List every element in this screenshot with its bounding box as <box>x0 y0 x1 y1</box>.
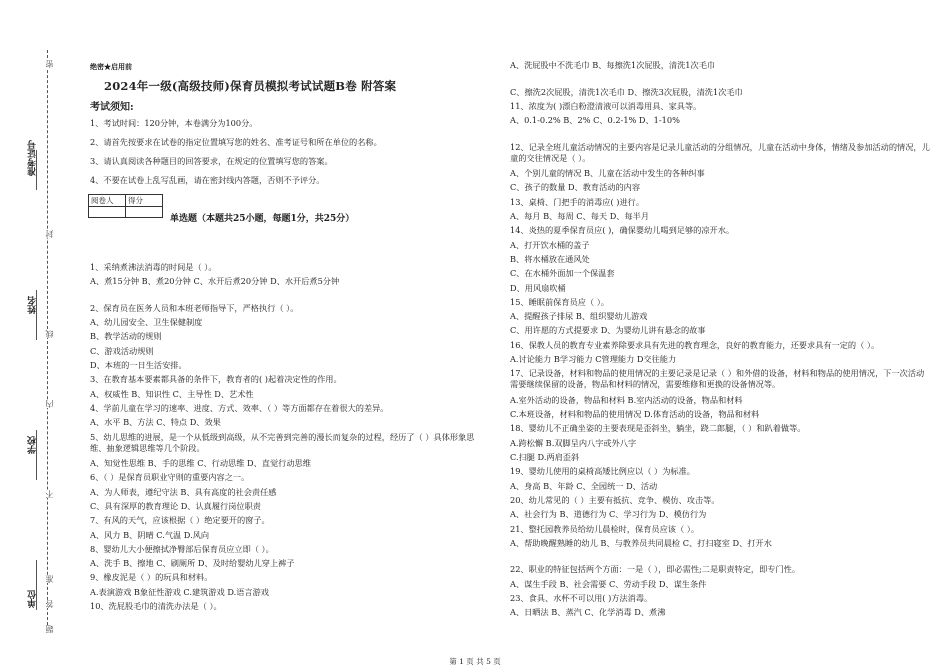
question-line: A、为人师表，遵纪守法 B、具有高度的社会责任感 <box>90 486 277 497</box>
question-line: C、游戏活动规则 <box>90 345 154 356</box>
question-line: A、帮助晚醒熟睡的幼儿 B、与教养员共同晨检 C、打扫寝室 D、打开水 <box>510 537 772 548</box>
question-line: 2、保育员在医务人员和本班老师指导下，严格执行（ ）。 <box>90 302 299 313</box>
seal-word: 不 <box>45 490 54 498</box>
question-line: 8、婴幼儿大小便擦拭净臀部后保育员应立即（ ）。 <box>90 543 274 554</box>
secret-mark: 绝密★启用前 <box>90 62 132 71</box>
question-line: 21、整托园教养员给幼儿晨检时，保育员应该（ ）。 <box>510 523 700 534</box>
question-line: A、水平 B、方法 C、特点 D、效果 <box>90 417 221 428</box>
question-line: C、擦洗2次屁股，清洗1次毛巾 D、擦洗3次屁股，清洗1次毛巾 <box>510 86 743 97</box>
question-line: A、打开饮水桶的盖子 <box>510 239 590 250</box>
seal-word: 准 <box>45 575 54 583</box>
question-line: A.跨松懈 B.双脚呈内八字或外八字 <box>510 437 637 448</box>
question-line: 20、幼儿常见的（ ）主要有抵抗、竞争、模仿、攻击等。 <box>510 494 720 505</box>
grader-cell: 阅卷人 <box>89 195 126 207</box>
question-line: A、权威性 B、知识性 C、主导性 D、艺术性 <box>90 388 254 399</box>
question-line: 5、幼儿思维的进展，是一个从低级到高级，从不完善到完善的漫长而复杂的过程，经历了（ ）具体形象思维、抽象逻辑思维等几个阶段。 <box>90 431 475 453</box>
question-line: 18、婴幼儿不正确坐姿的主要表现是歪斜坐，躺坐，跷二郎腿，（ ）和趴着做等。 <box>510 423 806 434</box>
question-line: 11、浓度为( )漂白粉澄清液可以消毒用具、家具等。 <box>510 100 702 111</box>
seal-word: 封 <box>45 230 54 238</box>
question-line: C、孩子的数量 D、教育活动的内容 <box>510 182 641 193</box>
question-line: 22、职业的特征包括两个方面：一是（ ），即必需性;二是职责特定，即专门性。 <box>510 564 801 575</box>
question-line: 17、记录设备，材料和物品的使用情况的主要记录是记录（ ）和外借的设备，材料和物品的使用情况，下一次活动需要继续保留的设备，物品和材料的情况，需要维修和更换的设备情况等。 <box>510 368 925 390</box>
question-line: 1、采纳煮沸法消毒的时间是（ ）。 <box>90 262 217 272</box>
page-footer: 第 1 页 共 5 页 <box>449 657 501 666</box>
question-line: B、教学活动的规则 <box>90 331 162 342</box>
section-heading: 单选题（本题共25小题，每题1分，共25分） <box>170 214 355 224</box>
question-line: 9、橡皮泥是（ ）的玩具和材料。 <box>90 572 213 583</box>
score-table <box>88 194 163 218</box>
seal-word: 内 <box>45 400 54 408</box>
question-line: 14、炎热的夏季保育员应( )，确保婴幼儿喝到足够的凉开水。 <box>510 225 735 236</box>
question-line: 23、食具、水杯不可以用( )方法消毒。 <box>510 592 653 603</box>
notice-line: 4、不要在试卷上乱写乱画，请在密封线内答题，否则不予评分。 <box>90 175 325 185</box>
question-line: B、将水桶放在通风处 <box>510 253 590 264</box>
unit-label: 单位 <box>28 590 38 608</box>
question-line: A、身高 B、年龄 C、全园统一 D、活动 <box>510 480 658 491</box>
grader-blank[interactable] <box>89 207 126 218</box>
school-label: 学校 <box>28 436 38 454</box>
question-line: A、提醒孩子排尿 B、组织婴幼儿游戏 <box>510 311 648 322</box>
question-line: 6、（ ）是保育员职业守则的重要内容之一。 <box>90 472 250 483</box>
question-line: 19、婴幼儿使用的桌椅高矮比例应以（ ）为标准。 <box>510 466 695 477</box>
seal-line <box>47 50 48 630</box>
question-line: A、日晒法 B、蒸汽 C、化学消毒 D、煮沸 <box>510 607 666 618</box>
question-line: C.本班设备，材料和物品的使用情况 D.体育活动的设备，物品和材料 <box>510 409 760 420</box>
question-line: A、个别儿童的情况 B、儿童在活动中发生的各种纠事 <box>510 168 705 179</box>
question-line: A、洗屁股中不洗毛巾 B、每擦洗1次屁股，清洗1次毛巾 <box>510 60 716 70</box>
question-line: A、谋生手段 B、社会需要 C、劳动手段 D、谋生条件 <box>510 578 707 589</box>
question-line: A、知觉性思维 B、手的思维 C、行动思维 D、直觉行动思维 <box>90 458 311 468</box>
exam-title: 2024年一级(高级技师)保育员模拟考试试题B卷 附答案 <box>104 79 397 93</box>
notice-line: 2、请首先按要求在试卷的指定位置填写您的姓名、准考证号和所在单位的名称。 <box>90 137 382 147</box>
question-line: A.讨论能力 B学习能力 C管理能力 D交往能力 <box>510 354 677 364</box>
question-line: A、煮15分钟 B、煮20分钟 C、水开后煮20分钟 D、水开后煮5分钟 <box>90 276 340 287</box>
seal-word: 题 <box>45 625 54 633</box>
notice-heading: 考试须知: <box>90 102 134 113</box>
question-line: A、每月 B、每周 C、每天 D、每半月 <box>510 211 650 221</box>
question-line: A、社会行为 B、道德行为 C、学习行为 D、模仿行为 <box>510 509 707 520</box>
question-line: C.扫腿 D.两肩歪斜 <box>510 452 580 462</box>
question-line: C、具有深厚的教育理论 D、认真履行岗位职责 <box>90 500 261 511</box>
name-label: 姓名 <box>28 296 38 314</box>
question-line: C、在水桶外面加一个保温套 <box>510 268 615 279</box>
question-line: A、0.1-0.2% B、2% C、0.2-1% D、1-10% <box>510 115 680 126</box>
question-line: 4、学前儿童在学习的速率、进度、方式、效率、（ ）等方面都存在着很大的差异。 <box>90 402 389 413</box>
question-line: A、洗手 B、擦地 C、刷厕所 D、及时给婴幼儿穿上裤子 <box>90 558 295 569</box>
question-line: 16、保教人员的教育专业素养除要求具有先进的教育理念，良好的教育能力，还要求具有一定的（ ）。 <box>510 339 880 350</box>
question-line: 7、有风的天气，应该根据（ ）绝定要开的窗子。 <box>90 515 270 526</box>
score-blank[interactable] <box>126 207 163 218</box>
question-line: A.表演游戏 B象征性游戏 C.建筑游戏 D.语言游戏 <box>90 586 269 597</box>
score-cell: 得分 <box>126 195 163 207</box>
question-line: 13、桌椅、门把手的消毒应( )进行。 <box>510 196 645 207</box>
question-line: A.室外活动的设备，物品和材料 B.室内活动的设备，物品和材料 <box>510 394 743 405</box>
question-line: 15、睡眠前保育员应（ ）。 <box>510 296 609 307</box>
exam-no-label: 准考证号 <box>28 140 38 176</box>
question-line: A、风力 B、阴晴 C.气温 D.风向 <box>90 529 210 540</box>
question-line: D、用风扇吹桶 <box>510 282 566 293</box>
question-line: 12、记录全班儿童活动情况的主要内容是记录儿童活动的分组情况，儿童在活动中身体，情绪及参加活动的情况，儿童的交往情况是（ ）。 <box>510 141 930 163</box>
question-line: D、本班的一日生活安排。 <box>90 360 187 370</box>
seal-word: 线 <box>45 330 54 338</box>
question-line: C、用许愿的方式提要求 D、为婴幼儿讲有悬念的故事 <box>510 325 706 336</box>
question-line: 10、洗屁股毛巾的清洗办法是（ ）。 <box>90 601 222 611</box>
question-line: 3、在教育基本要素都具备的条件下，教育者的( )起着决定性的作用。 <box>90 374 342 385</box>
notice-line: 1、考试时间：120分钟，本卷满分为100分。 <box>90 118 258 128</box>
notice-line: 3、请认真阅读各种题目的回答要求，在规定的位置填写您的答案。 <box>90 156 333 166</box>
question-line: A、幼儿园安全、卫生保健制度 <box>90 317 203 328</box>
binding-margin <box>0 0 72 671</box>
seal-word: 密 <box>45 60 54 68</box>
seal-word: 答 <box>45 600 54 608</box>
